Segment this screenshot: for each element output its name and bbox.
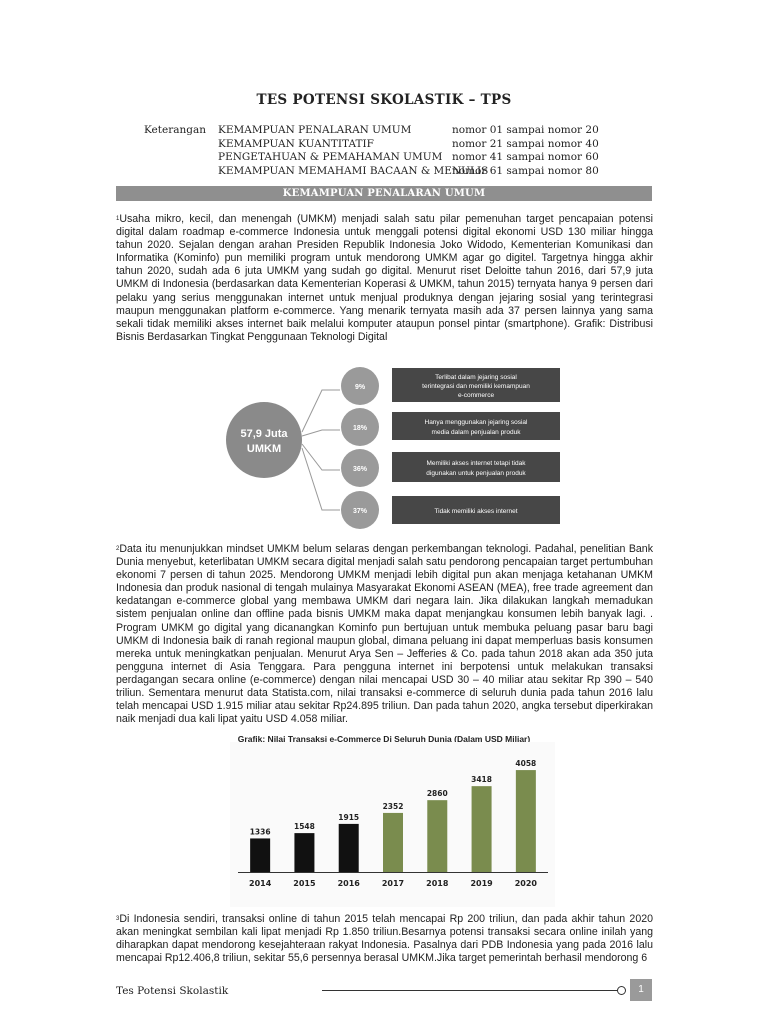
info-text-3b: digunakan untuk penjualan produk	[426, 470, 526, 477]
connector-line	[302, 390, 340, 510]
paragraph-number: 1	[116, 216, 120, 222]
paragraph-number: 2	[116, 546, 120, 552]
pct-label-3: 36%	[352, 466, 368, 473]
range-1: nomor 01 sampai nomor 20	[452, 124, 599, 136]
info-text-1b: terintegrasi dan memiliki kemampuan	[422, 383, 530, 390]
page-title: TES POTENSI SKOLASTIK – TPS	[256, 92, 512, 108]
category-label-2017: 2017	[381, 879, 405, 888]
info-text-1a: Terlibat dalam jejaring sosial	[435, 374, 517, 381]
paragraph-2	[116, 543, 653, 726]
pct-label-2: 18%	[352, 425, 368, 432]
area-1: KEMAMPUAN PENALARAN UMUM	[218, 124, 412, 136]
paragraph-number: 3	[116, 916, 120, 922]
footer-rule	[322, 990, 622, 991]
bar-2017	[383, 813, 403, 872]
range-2: nomor 21 sampai nomor 40	[452, 137, 599, 150]
category-label-2016: 2016	[337, 879, 360, 888]
keterangan-label: Keterangan	[144, 124, 206, 136]
info-box-3	[392, 452, 560, 482]
paragraph-1	[116, 213, 653, 344]
range-3: nomor 41 sampai nomor 60	[452, 151, 599, 163]
footer-title: Tes Potensi Skolastik	[116, 985, 229, 997]
keterangan-areas	[218, 124, 488, 178]
area-3: PENGETAHUAN & PEMAHAMAN UMUM	[218, 151, 443, 163]
keterangan-ranges	[452, 124, 599, 178]
footer-dot	[617, 986, 626, 995]
value-label-2018: 2860	[426, 789, 448, 799]
section-header: KEMAMPUAN PENALARAN UMUM	[116, 186, 652, 201]
umkm-center-line2: UMKM	[246, 443, 282, 455]
info-text-1c: e-commerce	[457, 392, 495, 399]
category-label-2018: 2018	[426, 879, 449, 888]
pct-label-4: 37%	[352, 508, 368, 515]
bar-2016	[339, 824, 359, 872]
page-number: 1	[630, 979, 652, 1001]
paragraph-text: Usaha mikro, kecil, dan menengah (UMKM) menjadi salah satu pilar pemenuhan target pencapaian potensi digital dalam roadmap e-commerce Indonesia untuk menggali potensi digital ekonomi USD 130 miliar hingga tahun 2020. Sejalan dengan arahan Presiden Republik Indonesia Joko Widodo, Kementerian Komunikasi dan Informatika (Kominfo) pun memiliki program untuk mendorong UMKM agar go digitel. Targetnya hingga akhir tahun 2020, sudah ada 6 juta UMKM yang sudah go digital. Menurut riset Deloitte tahun 2016, dari 57,9 juta UMKM di Indonesia (berdasarkan data Kementerian Koperasi & UMKM, tahun 2015) ternyata hanya 9 persen dari pelaku yang serius menggunakan internet untuk menjual produknya dengan jejaring sosial yang terintegrasi maupun menggunakan platform e-commerce. Yang menarik ternyata masih ada 37 persen lainnya yang sama sekali tidak memiliki akses internet baik melalui komputer ataupun ponsel pintar (smartphone). Grafik: Distribusi Bisnis Berdasarkan Tingkat Penggunaan Teknologi Digital	[116, 213, 653, 343]
area-2: KEMAMPUAN KUANTITATIF	[218, 137, 374, 150]
umkm-center-line1: 57,9 Juta	[240, 428, 288, 440]
info-text-2b: media dalam penjualan produk	[431, 429, 521, 436]
value-label-2016: 1915	[338, 812, 360, 822]
value-label-2019: 3418	[471, 775, 493, 785]
category-label-2020: 2020	[514, 879, 537, 888]
area-4: KEMAMPUAN MEMAHAMI BACAAN & MENULIS	[218, 164, 489, 177]
bar-2015	[294, 833, 314, 872]
pct-label-1: 9%	[354, 384, 366, 391]
info-text-2a: Hanya menggunakan jejaring sosial	[424, 419, 528, 426]
value-label-2020: 4058	[515, 759, 537, 769]
ecommerce-bar-chart	[230, 742, 555, 907]
bar-2020	[516, 770, 536, 872]
paragraph-text: Di Indonesia sendiri, transaksi online di tahun 2015 telah mencapai Rp 200 triliun, dan pada akhir tahun 2020 akan meningkat sembilan kali lipat menjadi Rp 1.850 triliun.Besarnya potensi transaksi secara online inilah yang diharapkan dapat mendorong kesejahteraan rakyat Indonesia. Pasalnya dari PDB Indonesia yang pada 2016 lalu mencapai Rp12.406,8 triliun, sekitar 55,6 persennya berasal UMKM.Jika target pemerintah berhasil mendorong 6	[116, 913, 653, 965]
chart-title: Grafik: Nilai Transaksi e-Commerce Di Seluruh Dunia (Dalam USD Miliar)	[237, 734, 531, 744]
category-label-2019: 2019	[470, 879, 493, 888]
value-label-2015: 1548	[293, 822, 315, 832]
paragraph-text: Data itu menunjukkan mindset UMKM belum selaras dengan perkembangan teknologi. Padahal, penelitian Bank Dunia menyebut, keterlibatan UMKM secara digital menjadi salah satu pendorong pencapaian target pertumbuhan ekonomi 7 persen di tahun 2025. Mendorong UMKM menjadi lebih digital pun akan menjaga ketahanan UMKM Indonesia dan produk nasional di tengah mulainya Masyarakat Ekonomi ASEAN (MEA), free trade agreement dan kedatangan e-commerce global yang membawa UMKM dari negara lain. Jika dilakukan langkah memadukan sistem penjualan online dan offline pada bisnis UMKM maka dapat menjangkau konsumen lebih banyak lagi. . Program UMKM go digital yang dicanangkan Kominfo pun bertujuan untuk membuka peluang pasar baru bagi UMKM di Indonesia baik di ranah regional maupun global, dimana peluang ini dapat memperluas basis konsumen mereka untuk meningkatkan penjualan. Menurut Arya Sen – Jefferies & Co. pada tahun 2018 akan ada 350 juta pengguna internet di Asia Tenggara. Para pengguna internet ini berpotensi untuk melakukan transaksi perdagangan secara online (e-commerce) dengan nilai mencapai USD 30 – 40 miliar atau sekitar Rp 390 – 540 triliun. Sementara menurut data Statista.com, nilai transaksi e-commerce di seluruh dunia pada tahun 2016 lalu telah mencapai USD 1.915 miliar atau sekitar Rp24.895 triliun. Dan pada tahun 2020, angka tersebut diperkirakan naik menjadi dua kali lipat yaitu USD 4.058 miliar.	[116, 543, 653, 726]
category-label-2014: 2014	[249, 879, 272, 888]
info-text-4a: Tidak memiliki akses internet	[434, 508, 518, 515]
bar-2019	[472, 786, 492, 872]
umkm-infographic	[222, 360, 562, 530]
paragraph-3	[116, 913, 653, 965]
umkm-center-circle	[226, 402, 302, 478]
value-label-2017: 2352	[382, 801, 404, 811]
range-4: nomor 61 sampai nomor 80	[452, 164, 599, 177]
bar-2014	[250, 838, 270, 872]
bar-2018	[427, 800, 447, 872]
value-label-2014: 1336	[249, 827, 271, 837]
info-text-3a: Memiliki akses internet tetapi tidak	[426, 460, 526, 467]
category-label-2015: 2015	[293, 879, 316, 888]
